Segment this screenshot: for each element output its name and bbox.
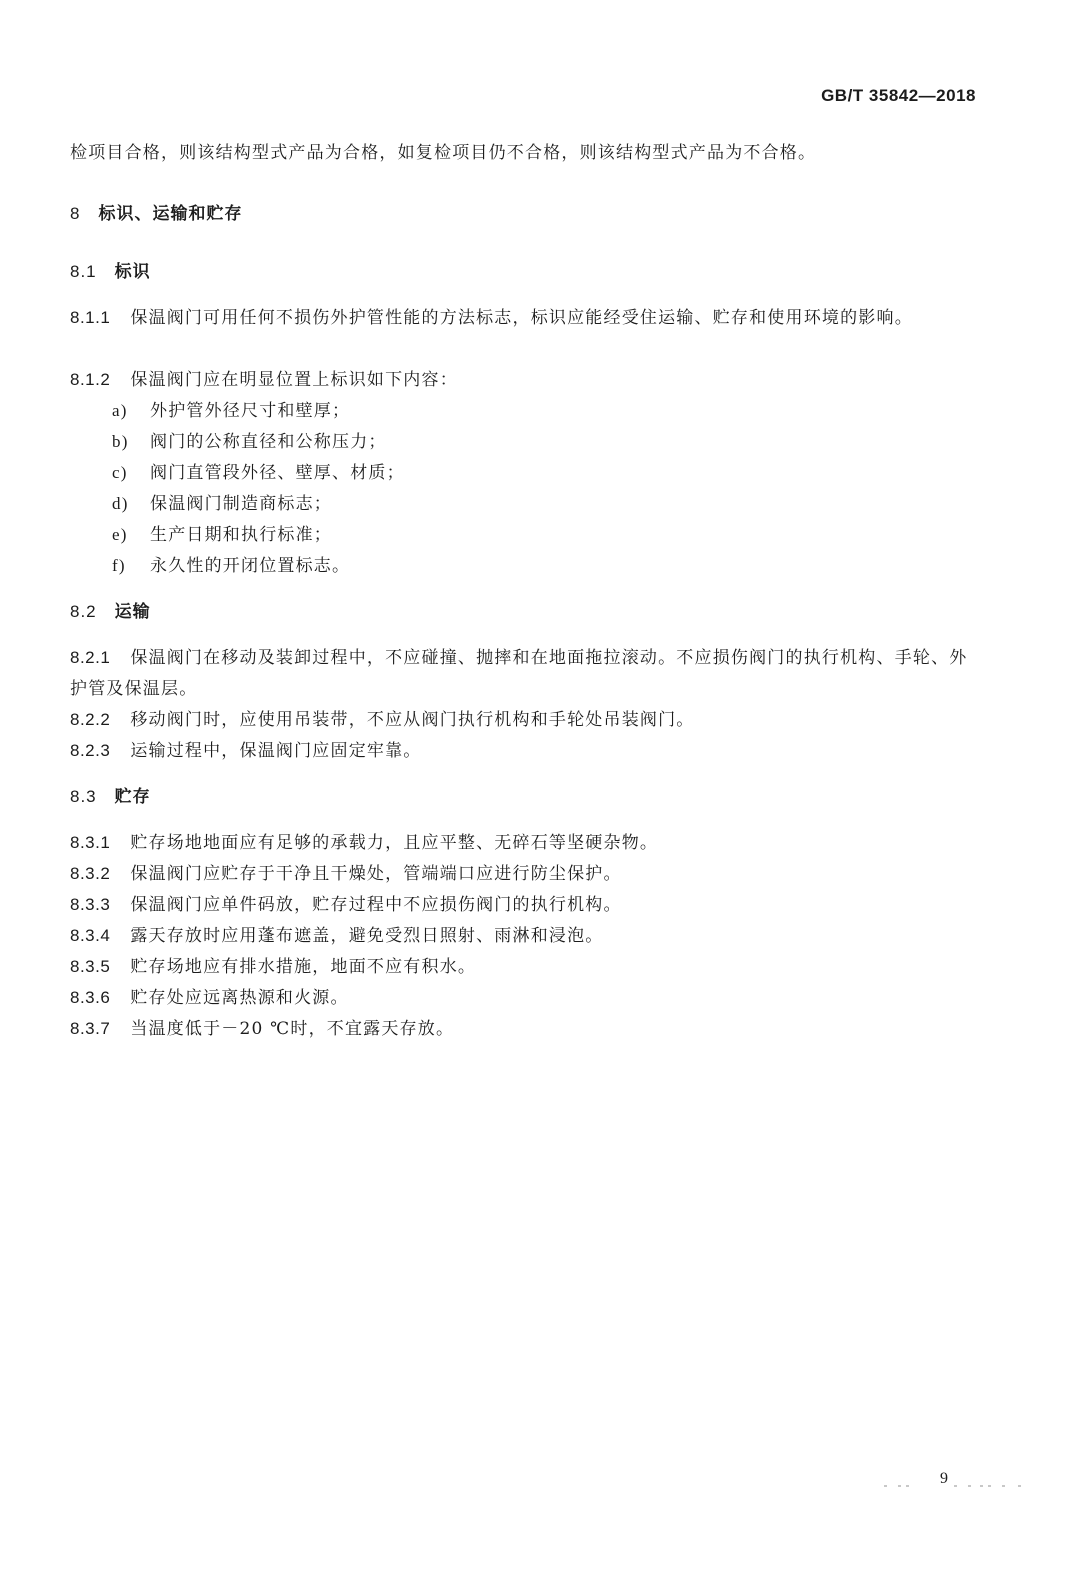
list-text: 永久性的开闭位置标志。 bbox=[150, 556, 351, 576]
list-label: f) bbox=[112, 556, 126, 575]
clause-number: 8.1.1 bbox=[70, 308, 111, 327]
clause-8-1-1 bbox=[70, 302, 980, 334]
section-8-heading bbox=[70, 198, 242, 230]
section-title: 运输 bbox=[114, 602, 151, 622]
list-label: a) bbox=[112, 401, 128, 420]
clause-text: 保温阀门可用任何不损伤外护管性能的方法标志，标识应能经受住运输、贮存和使用环境的影响。 bbox=[130, 308, 913, 328]
list-text: 外护管外径尺寸和壁厚； bbox=[150, 401, 351, 421]
clause-text: 运输过程中，保温阀门应固定牢靠。 bbox=[130, 741, 422, 761]
section-number: 8.2 bbox=[70, 602, 97, 621]
list-label: c) bbox=[112, 463, 128, 482]
clause-8-2-1 bbox=[70, 642, 980, 705]
clause-number: 8.3.6 bbox=[70, 988, 111, 1007]
clause-8-1-2 bbox=[70, 364, 980, 396]
clause-8-3-4 bbox=[70, 920, 980, 952]
clause-text: 移动阀门时，应使用吊装带，不应从阀门执行机构和手轮处吊装阀门。 bbox=[130, 710, 695, 730]
clause-text: 当温度低于－20 ℃时，不宜露天存放。 bbox=[130, 1019, 455, 1039]
section-title: 标识 bbox=[114, 262, 151, 282]
page-number: 9 bbox=[940, 1470, 948, 1487]
clause-8-3-3 bbox=[70, 889, 980, 921]
clause-text: 保温阀门应在明显位置上标识如下内容： bbox=[130, 370, 458, 390]
clause-text: 露天存放时应用蓬布遮盖，避免受烈日照射、雨淋和浸泡。 bbox=[130, 926, 604, 946]
clause-number: 8.3.7 bbox=[70, 1019, 111, 1038]
section-8-2-heading bbox=[70, 596, 151, 628]
clause-number: 8.3.1 bbox=[70, 833, 111, 852]
list-text: 保温阀门制造商标志； bbox=[150, 494, 332, 514]
list-label: e) bbox=[112, 525, 128, 544]
clause-text: 贮存处应远离热源和火源。 bbox=[130, 988, 349, 1008]
list-label: d) bbox=[112, 494, 129, 513]
clause-text: 保温阀门应贮存于干净且干燥处，管端端口应进行防尘保护。 bbox=[130, 864, 622, 884]
clause-8-3-1 bbox=[70, 827, 980, 859]
clause-8-3-5 bbox=[70, 951, 980, 983]
list-item bbox=[112, 519, 332, 551]
clause-number: 8.3.2 bbox=[70, 864, 111, 883]
clause-text: 保温阀门在移动及装卸过程中，不应碰撞、抛摔和在地面拖拉滚动。不应损伤阀门的执行机构、手轮、外护管及保温层。 bbox=[70, 648, 968, 699]
list-label: b) bbox=[112, 432, 129, 451]
clause-8-2-3 bbox=[70, 735, 980, 767]
list-item bbox=[112, 457, 405, 489]
list-item bbox=[112, 395, 350, 427]
clause-number: 8.3.4 bbox=[70, 926, 111, 945]
list-item bbox=[112, 426, 387, 458]
section-number: 8.3 bbox=[70, 787, 97, 806]
list-item bbox=[112, 550, 350, 582]
clause-text: 贮存场地地面应有足够的承载力，且应平整、无碎石等坚硬杂物。 bbox=[130, 833, 659, 853]
clause-number: 8.2.3 bbox=[70, 741, 111, 760]
list-text: 阀门直管段外径、壁厚、材质； bbox=[150, 463, 405, 483]
section-number: 8.1 bbox=[70, 262, 97, 281]
list-item bbox=[112, 488, 332, 520]
clause-number: 8.3.3 bbox=[70, 895, 111, 914]
list-text: 阀门的公称直径和公称压力； bbox=[150, 432, 387, 452]
clause-8-3-6 bbox=[70, 982, 980, 1014]
clause-number: 8.3.5 bbox=[70, 957, 111, 976]
clause-8-2-2 bbox=[70, 704, 980, 736]
clause-number: 8.2.2 bbox=[70, 710, 111, 729]
standard-code: GB/T 35842—2018 bbox=[821, 86, 976, 105]
section-8-3-heading bbox=[70, 781, 151, 813]
clause-8-3-2 bbox=[70, 858, 980, 890]
section-title: 标识、运输和贮存 bbox=[98, 204, 243, 224]
list-text: 生产日期和执行标准； bbox=[150, 525, 332, 545]
footer-dots-decoration bbox=[884, 1485, 1024, 1491]
clause-text: 保温阀门应单件码放，贮存过程中不应损伤阀门的执行机构。 bbox=[130, 895, 622, 915]
section-number: 8 bbox=[70, 204, 81, 223]
intro-paragraph: 检项目合格，则该结构型式产品为合格，如复检项目仍不合格，则该结构型式产品为不合格。 bbox=[70, 143, 817, 163]
section-title: 贮存 bbox=[114, 787, 151, 807]
section-8-1-heading bbox=[70, 256, 151, 288]
clause-number: 8.1.2 bbox=[70, 370, 111, 389]
clause-number: 8.2.1 bbox=[70, 648, 111, 667]
clause-text: 贮存场地应有排水措施，地面不应有积水。 bbox=[130, 957, 477, 977]
clause-8-3-7 bbox=[70, 1013, 980, 1045]
